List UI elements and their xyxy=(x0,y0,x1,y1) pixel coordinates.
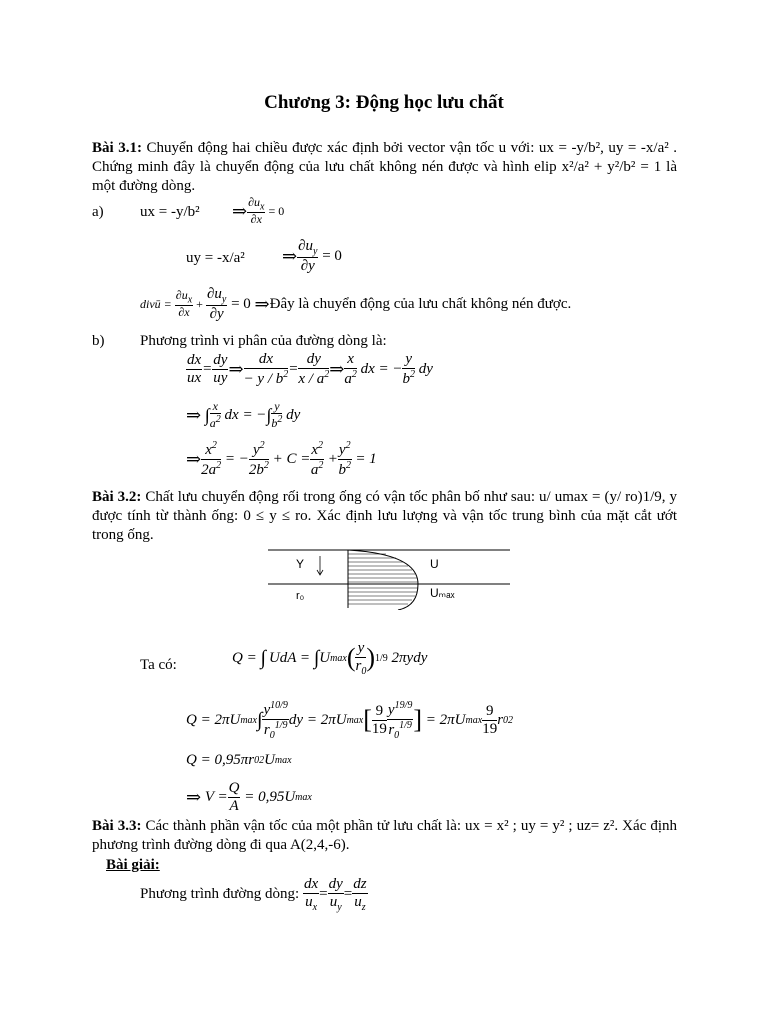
problem-3-1-statement xyxy=(92,139,677,196)
problem-3-2-text: Chất lưu chuyển động rối trong ống có vận tốc phân bố như sau: u/ umax = (y/ ro)1/9, y được tính từ thành ống: 0 ≤ y ≤ ro. Xác định lưu lượng và vận tốc trung bình của mặt cắt ướt trong ống. xyxy=(92,489,678,543)
integral-equation: ⇒ ∫ $\frac{x}{a^2}$ dx = − ∫ $\frac{y}{b^2}$ dy xyxy=(186,399,301,431)
streamline-ode-equation: $\frac{dx}{ux}$ = $\frac{dy}{uy}$ ⇒ $\frac{dx}{- y / b^2}$ = $\frac{dy}{x / a^2}$ ⇒ $\frac{x}{a^2}$ dx = − $\frac{y}{b^2}$ dy xyxy=(187,351,433,387)
problem-3-1-label: Bài 3.1: xyxy=(92,140,142,156)
flow-rate-integral-equation: Q = ∫ UdA = ∫ U max ( $\frac{y}{r_0}$ ) 1/9 2πydy xyxy=(232,640,428,677)
problem-3-3-text: Các thành phần vận tốc của một phần tử lưu chất là: ux = x² ; uy = y² ; uz= z². Xác định phương trình đường dòng đi qua A(2,4,-6). xyxy=(92,818,678,853)
page-title: Chương 3: Động học lưu chất xyxy=(264,92,504,113)
problem-3-3-statement xyxy=(92,817,677,855)
streamline-equation: Phương trình đường dòng: $\frac{dx}{u_x}$ = $\frac{dy}{u_y}$ = $\frac{dz}{u_z}$ xyxy=(140,876,367,913)
pipe-velocity-diagram xyxy=(268,548,510,610)
divergence-conclusion: Đây là chuyển động của lưu chất không nén được. xyxy=(269,295,572,312)
solution-heading: Bài giải: xyxy=(106,857,160,873)
part-a-label: a) xyxy=(92,204,104,220)
diagram-y-label: Y xyxy=(296,557,305,571)
diagram-umax-label: Uₘₐₓ xyxy=(430,586,455,600)
problem-3-1-text: Chuyển động hai chiều được xác định bởi vector vận tốc u với: ux = -y/b², uy = -x/a² . Chứng minh đây là chuyển động của lưu chất không nén được và hình elip x²/a² + y²/b² = 1 là một đường dòng. xyxy=(92,140,678,194)
ux-equation: ux = -y/b² xyxy=(140,204,200,220)
mean-velocity-equation: ⇒ V = $\frac{Q}{A}$ = 0,95U max xyxy=(186,780,312,814)
pipe-velocity-profile-svg xyxy=(268,548,510,610)
streamline-label: Phương trình đường dòng: xyxy=(140,885,300,902)
problem-3-2-statement xyxy=(92,488,677,545)
ellipse-result-equation: ⇒ $\frac{x^2}{2a^2}$ = − $\frac{y^2}{2b^2}$ + C = $\frac{x^2}{a^2}$ + $\frac{y^2}{b^2}$ = 1 xyxy=(186,440,377,478)
part-b-text: Phương trình vi phân của đường dòng là: xyxy=(140,333,387,349)
problem-3-2-label: Bài 3.2: xyxy=(92,489,142,505)
duy-dy-equation: ⇒ $\frac{\partial u_y}{\partial y}$ = 0 xyxy=(282,238,342,274)
diagram-r0-label: r₀ xyxy=(296,590,305,602)
part-b-label: b) xyxy=(92,333,105,349)
flow-rate-solution-equation: Q = 2πU max ∫ $\frac{y^{10/9}}{r_0^{1/9}}$ dy = 2πU max [ $\frac{9}{19}$ $\frac{y^{19/9}}{r_0^{1/9}}$ ] = 2πU max $\frac{9}{19}$ r 0 2 xyxy=(186,700,514,741)
dux-dx-equation: ⇒ $\frac{\partial u_x}{\partial x}$ = 0 xyxy=(232,195,285,227)
problem-3-3-label: Bài 3.3: xyxy=(92,818,142,834)
diagram-u-label: U xyxy=(430,557,439,571)
uy-equation: uy = -x/a² xyxy=(186,250,245,266)
ta-co-label: Ta có: xyxy=(140,657,177,673)
flow-rate-value-equation: Q = 0,95πr 0 2 U max xyxy=(186,752,292,768)
divergence-equation: divū = $\frac{\partial u_x}{\partial x}$ + $\frac{\partial u_y}{\partial y}$ = 0 ⇒ Đây là chuyển động của lưu chất không nén được. xyxy=(140,286,572,322)
